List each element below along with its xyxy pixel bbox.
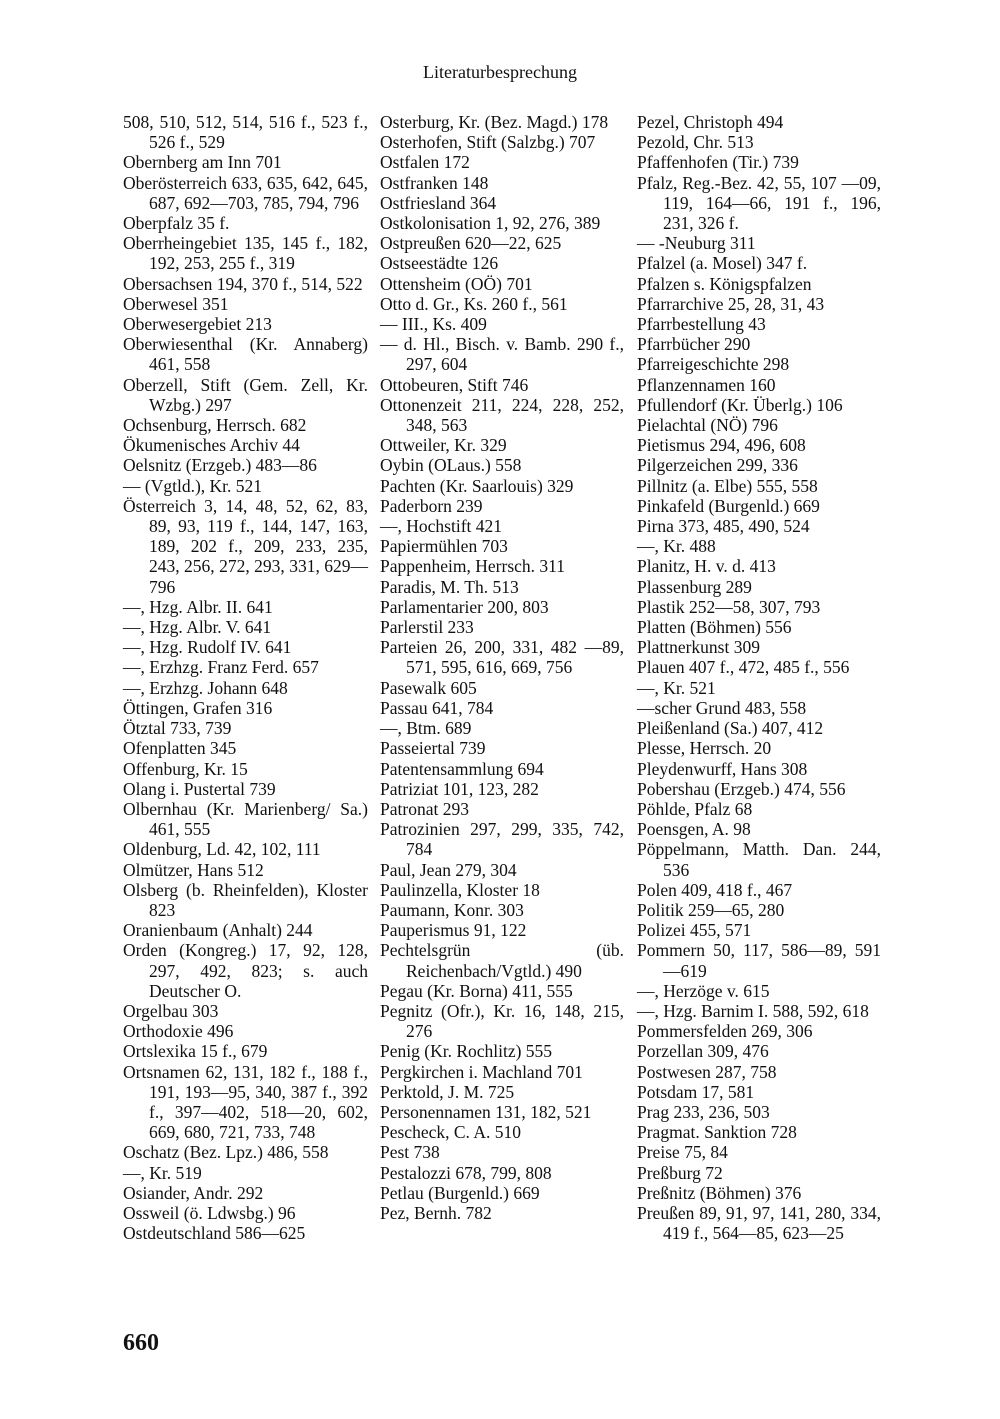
- index-entry: Ostfalen 172: [380, 152, 470, 173]
- index-entry: Planitz, H. v. d. 413: [637, 556, 776, 577]
- index-entry: Pestalozzi 678, 799, 808: [380, 1162, 552, 1183]
- index-entry: Osterhofen, Stift (Salzbg.) 707: [380, 132, 596, 153]
- index-entry: Oldenburg, Ld. 42, 102, 111: [123, 839, 321, 860]
- index-entry: Pasewalk 605: [380, 677, 477, 698]
- index-entry: Ostkolonisation 1, 92, 276, 389: [380, 213, 601, 234]
- index-entry: Pfarreigeschichte 298: [637, 354, 790, 375]
- index-entry: Pfarrbücher 290: [637, 334, 751, 355]
- index-entry: Obernberg am Inn 701: [123, 152, 282, 173]
- index-entry: Otto d. Gr., Ks. 260 f., 561: [380, 293, 568, 314]
- index-entry: Plassenburg 289: [637, 576, 752, 597]
- index-entry: Pfarrbestellung 43: [637, 314, 766, 335]
- index-entry: Oberzell, Stift (Gem. Zell, Kr. Wzbg.) 297: [123, 374, 368, 415]
- index-entry: —, Kr. 519: [123, 1162, 202, 1183]
- index-entry: Passeiertal 739: [380, 738, 486, 759]
- index-entry: Olang i. Pustertal 739: [123, 778, 276, 799]
- index-entry: Porzellan 309, 476: [637, 1041, 769, 1062]
- index-entry: Parteien 26, 200, 331, 482 —89, 571, 595, 616, 669, 756: [380, 637, 624, 678]
- index-entry: Olbernhau (Kr. Marienberg/ Sa.) 461, 555: [123, 798, 368, 840]
- index-entry: Paul, Jean 279, 304: [380, 859, 517, 880]
- index-column-2: [380, 112, 624, 1223]
- index-entry: Pietismus 294, 496, 608: [637, 435, 806, 456]
- index-entry: Ottweiler, Kr. 329: [380, 435, 507, 456]
- index-entry: Ossweil (ö. Ldwsbg.) 96: [123, 1202, 296, 1223]
- index-entry: Pechtelsgrün (üb. Reichenbach/Vgtld.) 490: [380, 940, 624, 981]
- index-entry: Pezold, Chr. 513: [637, 132, 754, 153]
- index-entry: Patrozinien 297, 299, 335, 742, 784: [380, 819, 624, 860]
- index-entry: —, Erzhzg. Franz Ferd. 657: [123, 657, 319, 678]
- index-entry: Pfarrarchive 25, 28, 31, 43: [637, 293, 825, 314]
- index-entry: Ostfriesland 364: [380, 192, 497, 213]
- index-entry: Orgelbau 303: [123, 1000, 219, 1021]
- index-entry: Preußen 89, 91, 97, 141, 280, 334, 419 f., 564—85, 623—25: [637, 1202, 881, 1244]
- index-entry: Pachten (Kr. Saarlouis) 329: [380, 475, 574, 496]
- index-entry: Prag 233, 236, 503: [637, 1101, 770, 1122]
- index-entry: Paderborn 239: [380, 495, 483, 516]
- index-entry: Preßnitz (Böhmen) 376: [637, 1182, 802, 1203]
- index-entry: — d. Hl., Bisch. v. Bamb. 290 f., 297, 604: [380, 334, 624, 375]
- index-entry: Postwesen 287, 758: [637, 1061, 777, 1082]
- index-entry: Ostdeutschland 586—625: [123, 1223, 306, 1244]
- index-entry: Öttingen, Grafen 316: [123, 697, 273, 718]
- index-entry: Polen 409, 418 f., 467: [637, 879, 793, 900]
- index-entry: Ofenplatten 345: [123, 738, 237, 759]
- index-entry: Ortsnamen 62, 131, 182 f., 188 f., 191, 193—95, 340, 387 f., 392 f., 397—402, 518—20, 602, 669, 680, 721, 733, 748: [123, 1061, 368, 1143]
- index-entry: Pinkafeld (Burgenld.) 669: [637, 495, 820, 516]
- index-entry: —, Kr. 521: [637, 677, 716, 698]
- index-entry: —, Hzg. Barnim I. 588, 592, 618: [637, 1000, 869, 1021]
- index-entry: Pest 738: [380, 1142, 440, 1163]
- index-entry: Olsberg (b. Rheinfelden), Kloster 823: [123, 879, 368, 920]
- index-entry: —, Btm. 689: [380, 718, 472, 739]
- index-entry: Politik 259—65, 280: [637, 899, 785, 920]
- index-entry: Pfullendorf (Kr. Überlg.) 106: [637, 394, 843, 415]
- index-entry: Pflanzennamen 160: [637, 374, 776, 395]
- index-entry: Paumann, Konr. 303: [380, 899, 524, 920]
- index-entry: Pegnitz (Ofr.), Kr. 16, 148, 215, 276: [380, 1000, 624, 1042]
- index-entry: Plauen 407 f., 472, 485 f., 556: [637, 657, 850, 678]
- index-entry: —, Hzg. Albr. V. 641: [123, 617, 272, 638]
- index-entry: Ötztal 733, 739: [123, 718, 232, 739]
- index-entry: Platten (Böhmen) 556: [637, 617, 792, 638]
- index-entry: Pragmat. Sanktion 728: [637, 1122, 797, 1143]
- index-entry: Ottonenzeit 211, 224, 228, 252, 348, 563: [380, 394, 624, 436]
- index-entry: Pappenheim, Herrsch. 311: [380, 556, 565, 577]
- index-entry: Oberpfalz 35 f.: [123, 213, 230, 234]
- index-entry: Oberwesergebiet 213: [123, 314, 272, 335]
- index-entry: Ostfranken 148: [380, 172, 489, 193]
- index-entry: Orthodoxie 496: [123, 1021, 234, 1042]
- index-entry: —, Herzöge v. 615: [637, 980, 770, 1001]
- index-entry: Oberrheingebiet 135, 145 f., 182, 192, 253, 255 f., 319: [123, 233, 368, 274]
- index-entry: Patriziat 101, 123, 282: [380, 778, 539, 799]
- index-entry: Pöppelmann, Matth. Dan. 244, 536: [637, 839, 881, 880]
- index-entry: Osterburg, Kr. (Bez. Magd.) 178: [380, 112, 609, 132]
- index-entry: Plesse, Herrsch. 20: [637, 738, 772, 759]
- index-entry: Pilgerzeichen 299, 336: [637, 455, 798, 476]
- index-column-1: [123, 112, 368, 1243]
- index-entry: Pfaffenhofen (Tir.) 739: [637, 152, 799, 173]
- index-entry: Plattnerkunst 309: [637, 637, 760, 658]
- index-column-3: [637, 112, 881, 1243]
- index-entry: Penig (Kr. Rochlitz) 555: [380, 1041, 553, 1062]
- index-entry: Ortslexika 15 f., 679: [123, 1041, 268, 1062]
- index-entry: —scher Grund 483, 558: [637, 697, 807, 718]
- index-entry: Pobershau (Erzgeb.) 474, 556: [637, 778, 846, 799]
- index-entry: Perktold, J. M. 725: [380, 1081, 515, 1102]
- index-entry: Pommern 50, 117, 586—89, 591—619: [637, 940, 881, 981]
- index-entry: Pommersfelden 269, 306: [637, 1021, 813, 1042]
- index-entry: Obersachsen 194, 370 f., 514, 522: [123, 273, 363, 294]
- index-entry: Pöhlde, Pfalz 68: [637, 798, 753, 819]
- index-entry: Oelsnitz (Erzgeb.) 483—86: [123, 455, 317, 476]
- index-entry: Patronat 293: [380, 798, 469, 819]
- index-entry: Ottensheim (OÖ) 701: [380, 273, 533, 294]
- index-entry: —, Kr. 488: [637, 536, 716, 557]
- index-entry: Pezel, Christoph 494: [637, 112, 784, 132]
- index-entry: Pfalz, Reg.-Bez. 42, 55, 107 —09, 119, 164—66, 191 f., 196, 231, 326 f.: [637, 172, 881, 234]
- index-entry: Preßburg 72: [637, 1162, 723, 1183]
- index-entry: — -Neuburg 311: [637, 233, 756, 254]
- index-entry: Ochsenburg, Herrsch. 682: [123, 415, 307, 436]
- page-number: 660: [123, 1330, 159, 1356]
- index-entry: Patentensammlung 694: [380, 758, 544, 779]
- index-entry: Parlerstil 233: [380, 617, 474, 638]
- index-entry: Personennamen 131, 182, 521: [380, 1101, 592, 1122]
- index-entry: Pez, Bernh. 782: [380, 1202, 492, 1223]
- index-entry: — (Vgtld.), Kr. 521: [123, 475, 263, 496]
- index-entry: Österreich 3, 14, 48, 52, 62, 83, 89, 93, 119 f., 144, 147, 163, 189, 202 f., 209, 233, 235, 243, 256, 272, 293, 331, 629—796: [123, 495, 368, 597]
- index-entry: Parlamentarier 200, 803: [380, 596, 549, 617]
- index-entry: Pegau (Kr. Borna) 411, 555: [380, 980, 573, 1001]
- index-entry: Papiermühlen 703: [380, 536, 508, 557]
- index-entry: Olmützer, Hans 512: [123, 859, 264, 880]
- index-entry: Orden (Kongreg.) 17, 92, 128, 297, 492, 823; s. auch Deutscher O.: [123, 940, 368, 1001]
- index-entry: Polizei 455, 571: [637, 920, 752, 941]
- index-entry: Potsdam 17, 581: [637, 1081, 755, 1102]
- index-entry: Pfalzel (a. Mosel) 347 f.: [637, 253, 808, 274]
- index-entry: —, Erzhzg. Johann 648: [123, 677, 288, 698]
- index-entry: Pleydenwurff, Hans 308: [637, 758, 808, 779]
- index-entry: Offenburg, Kr. 15: [123, 758, 248, 779]
- index-entry: Oranienbaum (Anhalt) 244: [123, 920, 313, 941]
- index-entry: Oschatz (Bez. Lpz.) 486, 558: [123, 1142, 329, 1163]
- index-entry: Pauperismus 91, 122: [380, 920, 527, 941]
- index-entry: Pielachtal (NÖ) 796: [637, 415, 778, 436]
- index-entry: Pergkirchen i. Machland 701: [380, 1061, 583, 1082]
- index-entry: Paradis, M. Th. 513: [380, 576, 519, 597]
- index-entry: Pirna 373, 485, 490, 524: [637, 516, 810, 537]
- running-header: Literaturbesprechung: [423, 62, 577, 82]
- index-entry: Paulinzella, Kloster 18: [380, 879, 540, 900]
- index-entry: Preise 75, 84: [637, 1142, 728, 1163]
- index-entry: 508, 510, 512, 514, 516 f., 523 f., 526 f., 529: [123, 112, 368, 153]
- index-entry: —, Hzg. Albr. II. 641: [123, 596, 273, 617]
- index-entry: Ostpreußen 620—22, 625: [380, 233, 562, 254]
- index-entry: Ökumenisches Archiv 44: [123, 435, 300, 456]
- index-entry: Passau 641, 784: [380, 697, 494, 718]
- index-entry: Pfalzen s. Königspfalzen: [637, 273, 812, 294]
- index-entry: Oberösterreich 633, 635, 642, 645, 687, 692—703, 785, 794, 796: [123, 172, 368, 213]
- index-entry: Oberwesel 351: [123, 293, 229, 314]
- index-entry: Osiander, Andr. 292: [123, 1182, 264, 1203]
- index-entry: Oybin (OLaus.) 558: [380, 455, 522, 476]
- index-entry: Plastik 252—58, 307, 793: [637, 596, 821, 617]
- index-entry: Pescheck, C. A. 510: [380, 1122, 521, 1143]
- index-entry: —, Hochstift 421: [380, 516, 503, 537]
- index-entry: Oberwiesenthal (Kr. Annaberg) 461, 558: [123, 334, 368, 375]
- index-entry: Ostseestädte 126: [380, 253, 499, 274]
- index-entry: Pillnitz (a. Elbe) 555, 558: [637, 475, 818, 496]
- index-entry: Pleißenland (Sa.) 407, 412: [637, 718, 824, 739]
- index-entry: Poensgen, A. 98: [637, 819, 751, 840]
- index-entry: Ottobeuren, Stift 746: [380, 374, 529, 395]
- index-entry: Petlau (Burgenld.) 669: [380, 1182, 540, 1203]
- index-entry: — III., Ks. 409: [380, 314, 487, 335]
- index-entry: —, Hzg. Rudolf IV. 641: [123, 637, 292, 658]
